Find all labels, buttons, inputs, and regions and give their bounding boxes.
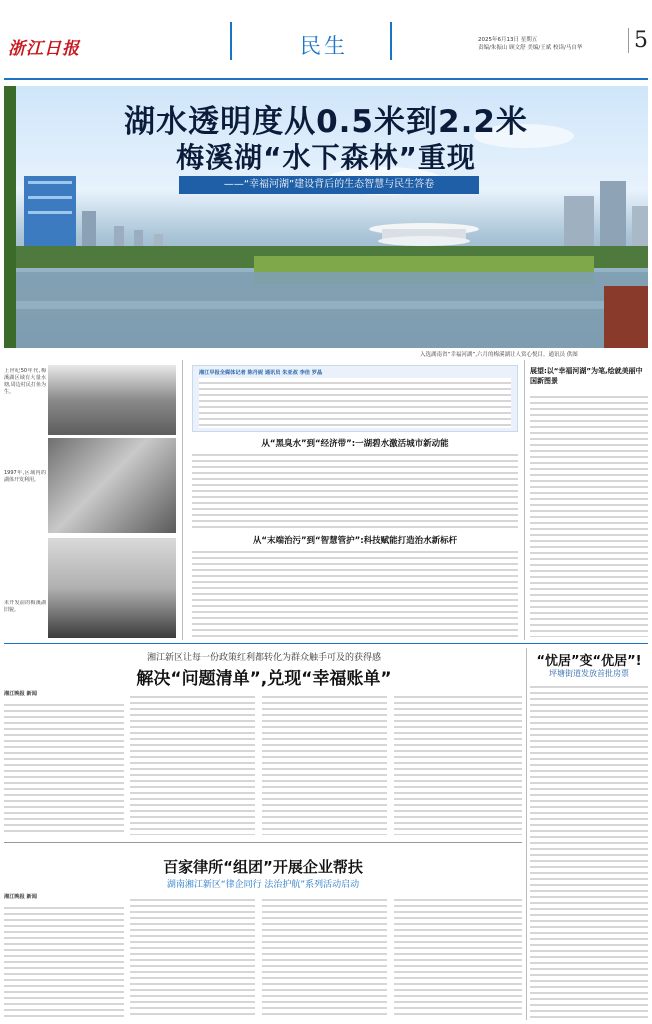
- lead-section1-body: [192, 450, 518, 530]
- section-divider-left: [230, 22, 232, 60]
- hero-caption: 入选湖南省“幸福河湖”,六月的梅溪湖让人赏心悦目。通讯员 供图: [420, 352, 578, 358]
- page-header: [0, 0, 652, 80]
- page-number: 5: [628, 28, 648, 53]
- headline-line-2: 梅溪湖“水下森林”重现: [176, 141, 476, 174]
- story3-col2: [130, 895, 255, 1018]
- lead-summary-text: [199, 378, 511, 428]
- story2-col4: [394, 692, 522, 835]
- section-rule-1: [4, 643, 648, 644]
- headline-line-1: 湖水透明度从0.5米到2.2米: [124, 104, 528, 140]
- story3-subtitle: 湖南湘江新区“律企同行 法治护航”系列活动启动: [166, 880, 360, 890]
- lead-section1-title: 从“黑臭水”到“经济带”:一湖碧水激活城市新动能: [261, 439, 449, 449]
- story3-col3: [262, 895, 387, 1018]
- header-rule: [4, 78, 648, 80]
- section-divider-right: [390, 22, 392, 60]
- historic-photo-2: [48, 438, 176, 533]
- story3-title: 百家律所“组团”开展企业帮扶: [163, 858, 363, 876]
- story4-subtitle: 坪塘街道发放首批房票: [549, 669, 629, 678]
- story2-col2: [130, 692, 255, 835]
- story2-byline: 湘江晚报 新闻: [4, 691, 37, 697]
- issue-date: 2025年6月13日 星期五: [478, 37, 538, 43]
- photo-caption-3: 未开发前的梅溪湖旧貌。: [4, 600, 46, 613]
- story3-byline: 湘江晚报 新闻: [4, 894, 37, 900]
- lead-section2-title: 从“末端治污”到“智慧管护”:科技赋能打造治水新标杆: [252, 536, 458, 546]
- headline-subtitle: ——“幸福河湖”建设背后的生态智慧与民生答卷: [179, 176, 479, 194]
- story2-col3: [262, 692, 387, 835]
- column-divider-story4: [526, 648, 527, 1020]
- story3-col4: [394, 895, 522, 1018]
- story2-title: 解决“问题清单”,兑现“幸福账单”: [136, 669, 392, 689]
- story4-title: “忧居”变“优居”!: [536, 654, 642, 669]
- story3-col1: [4, 903, 124, 1018]
- story2-kicker: 湘江新区让每一份政策红利都转化为群众触手可及的获得感: [146, 653, 381, 663]
- section-title: 民生: [300, 34, 348, 58]
- lead-summary-box: [192, 365, 518, 432]
- photo-caption-2: 1997年,区域内的湖体开发利用。: [4, 470, 46, 483]
- story2-col1: [4, 700, 124, 835]
- photo-caption-1: 上世纪50年代,梅溪湖区域有大量水塘,周边村民打鱼为生。: [4, 368, 46, 395]
- story4-body: [530, 682, 648, 1018]
- column-divider: [182, 360, 183, 640]
- lead-byline: 湘江早报全媒体记者 陈丹妮 通讯员 朱亚叔 李佳 罗晶: [199, 370, 323, 376]
- column-divider-right: [524, 360, 525, 640]
- issue-meta: [478, 36, 618, 52]
- section-rule-2: [4, 842, 522, 843]
- editors-line: 责编/朱振山 顾文舒 美编/王斌 校读/马自华: [478, 45, 583, 51]
- lead-right-body: [530, 392, 648, 637]
- hero-photo: [4, 86, 648, 348]
- lead-section2-body: [192, 547, 518, 637]
- lead-right-header: 展望:以“幸福河湖”为笔,绘就美丽中国新图景: [530, 367, 643, 385]
- historic-photo-3: [48, 538, 176, 638]
- masthead: 浙江日报: [8, 39, 80, 59]
- historic-photo-1: [48, 365, 176, 435]
